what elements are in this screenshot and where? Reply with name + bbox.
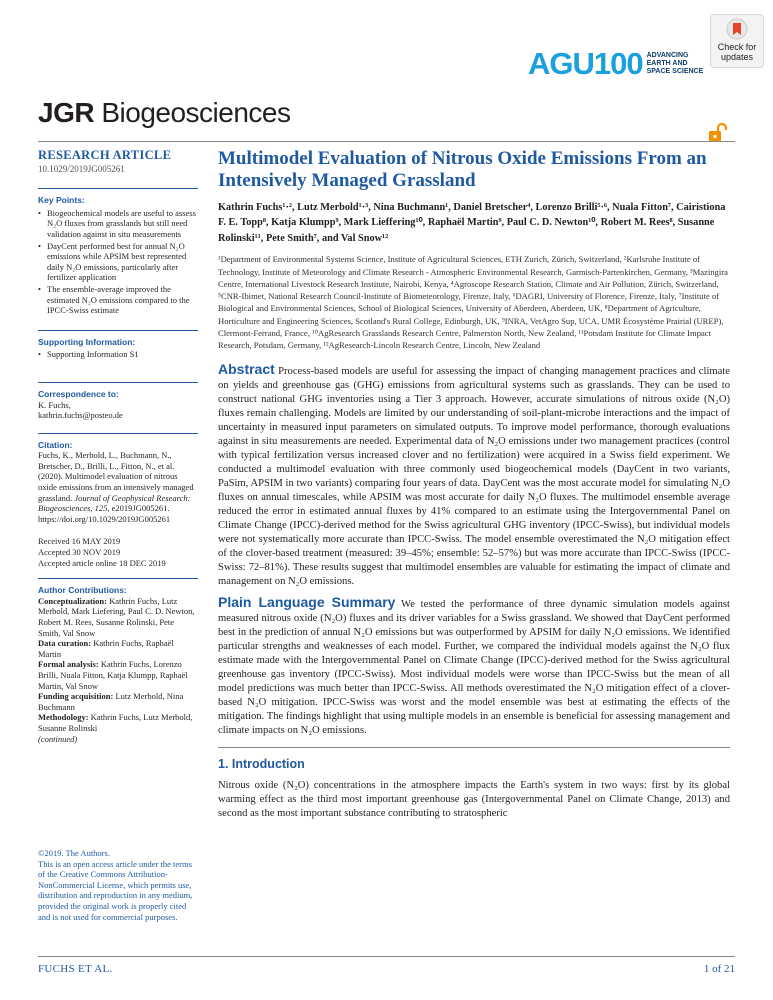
key-points-heading: Key Points: xyxy=(38,195,85,206)
abstract-text: Process-based models are useful for assessing the impact of changing management practices and climate on yields and greenhouse gas (GHG) emissions from agricultural systems such as grasslands. They can be used to construct national GHG inventories using a Tier 3 approach. However, accurate simulations of nitrous oxide (N₂O) fluxes remain challenging. Models are limited by our understanding of soil-plant-microbe interactions and the impact of uncertainty in measured input parameters on simulated outputs. To improve model performance, thorough evaluations against in situ measurements are needed. Experimental data of N₂O emissions under two management practices (control with typical fertilization versus increased clover and no fertilization) were acquired in a Swiss field experiment. We conducted a multimodel evaluation with three commonly used biogeochemical models (DayCent in two variants, PaSim, APSIM in two variants) comparing four years of data. DayCent was the most accurate model for simulating N₂O fluxes on annual timescales, while APSIM was most accurate for daily N₂O fluxes. The multimodel ensemble average reduced the error in estimated annual fluxes by 41% compared to an estimate using the Intergovernmental Panel on Climate Change (IPCC)-derived method for the Swiss agricultural GHG inventory (IPCC-Swiss), but individual models were not systematically more accurate than IPCC-Swiss. The model ensemble overestimated the N₂O mitigation effect of the clover-based treatment (measured: 39–45%; ensemble: 52–57%) but was more accurate than IPCC-Swiss (IPCC-Swiss: 72–81%). These results suggest that multimodel ensembles are valuable for estimating the impact of climate and management on N₂O emissions. xyxy=(218,365,730,587)
running-author: FUCHS ET AL. xyxy=(38,963,113,975)
contribution-item: Data curation: Kathrin Fuchs, Raphaël Martin xyxy=(38,638,174,659)
updates-label-2: updates xyxy=(720,52,754,62)
plain-language-summary-section xyxy=(218,595,730,738)
accepted-date: Accepted 30 NOV 2019 xyxy=(38,547,121,558)
abstract-heading: Abstract xyxy=(218,360,275,377)
key-point: • The ensemble-average improved the estimated N₂O emissions compared to the IPCC-Swiss estimate xyxy=(38,284,198,316)
dates-block xyxy=(38,536,198,568)
plain-language-summary-text: We tested the performance of three dynamic simulation models against measured nitrous oxide (N₂O) fluxes and its driver variables for a Swiss grassland. We showed that DayCent performed best in the prediction of annual N₂O emissions but was outperformed by APSIM for daily N₂O emissions. We identified particular strengths and weaknesses of each model. Further, we compared the individual models against the N₂O flux estimate made with the Intergovernmental Panel on Climate Change (IPCC)-derived method for the Swiss agricultural greenhouse gas inventory (IPCC-Swiss). Most individual models were worse than IPCC-Swiss but the mean of all model predictions was much better than IPCC-Swiss. All methods overestimated the N₂O mitigation effect of a clover-based N₂O mitigation. IPCC-Swiss was worst and the model ensemble was best at estimating the effects of the mitigation. The findings highlight that using multiple models in an ensemble is beneficial for assessing management and climate impacts on N₂O emissions. xyxy=(218,598,730,736)
accepted-online-date: Accepted article online 18 DEC 2019 xyxy=(38,557,166,568)
supporting-info-list xyxy=(38,349,198,360)
section-divider xyxy=(218,747,730,748)
sidebar-divider xyxy=(38,188,198,189)
copyright-notice xyxy=(38,848,198,922)
key-point: • DayCent performed best for annual N₂O emissions while APSIM best represented daily N₂O emissions, particularly after fertilizer application xyxy=(38,241,198,283)
agu-logo xyxy=(528,46,718,82)
received-date: Received 16 MAY 2019 xyxy=(38,536,121,547)
agu-mark: AGU100 xyxy=(528,46,643,81)
header-divider xyxy=(38,141,735,142)
contributions-heading: Author Contributions: xyxy=(38,585,127,596)
citation-journal: Journal of Geophysical Research: Biogeosciences, 125, xyxy=(38,492,191,514)
sidebar-divider xyxy=(38,578,198,579)
key-point: • Biogeochemical models are useful to assess N₂O fluxes from grasslands but still need validation against in situ measurements xyxy=(38,208,198,240)
abstract-section xyxy=(218,362,730,589)
article-main xyxy=(218,148,730,821)
contribution-item: Formal analysis: Kathrin Fuchs, Lorenzo Brilli, Nuala Fitton, Katja Klumpp, Raphaël Martin, Val Snow xyxy=(38,659,188,691)
author-list: Kathrin Fuchs¹·², Lutz Merbold¹·³, Nina Buchmann¹, Daniel Bretscher⁴, Lorenzo Brilli⁵·⁶, Nuala Fitton⁷, Cairistiona F. E. Topp⁸, Katja Klumpp⁹, Mark Lieffering¹⁰, Raphaël Martin⁹, Paul C. D. Newton¹⁰, Robert M. Rees⁸, Susanne Rolinski¹¹, Pete Smith⁷, and Val Snow¹² xyxy=(218,202,726,244)
correspondence-name: K. Fuchs, xyxy=(38,399,71,410)
page-number: 1 of 21 xyxy=(703,963,735,975)
journal-title: JGR Biogeosciences xyxy=(38,97,291,128)
footer-divider xyxy=(38,956,735,957)
paper-title: Multimodel Evaluation of Nitrous Oxide Emissions From an Intensively Managed Grassland xyxy=(218,148,707,191)
updates-label-1: Check for xyxy=(717,42,757,52)
article-type: RESEARCH ARTICLE xyxy=(38,148,172,162)
sidebar-divider xyxy=(38,330,198,331)
affiliations: ¹Department of Environmental Systems Science, Institute of Agricultural Sciences, ETH Zurich, Zürich, Switzerland, ²Karlsruhe Institute of Technology, Institute of Meteorology and Climate Research - Atmospheric Environmental Research, Garmisch-Partenkirchen, Germany, ³Mazingira Centre, International Livestock Research Institute, Nairobi, Kenya, ⁴Agroscope Research Station, Climate and Air Pollution, Zürich, Switzerland, ⁵CNR-Ibimet, National Research Council-Institute of Biometeorology, Firenze, Italy, ⁶DAGRI, University of Florence, Firenze, Italy, ⁷Institute of Biological and Environmental Sciences, School of Biological Sciences, University of Aberdeen, Aberdeen, UK, ⁸Department of Agriculture, Horticulture and Engineering Sciences, Scotland's Rural College, Edinburgh, UK, ⁹INRA, VetAgro Sup, UCA, UMR Écosystème Prairial (UREP), Clermont-Ferrand, France, ¹⁰AgResearch Grasslands Research Centre, Palmerston North, New Zealand, ¹¹Potsdam Institute for Climate Impact Research, Potsdam, Germany, ¹²AgResearch-Lincoln Research Centre, Lincoln, New Zealand xyxy=(218,254,728,351)
agu-tagline: ADVANCING EARTH AND SPACE SCIENCE xyxy=(646,52,704,75)
contribution-item: Funding acquisition: Lutz Merbold, Nina Buchmann xyxy=(38,691,184,712)
key-points-list xyxy=(38,208,198,316)
check-for-updates-button[interactable] xyxy=(710,14,764,68)
copyright-line: ©2019. The Authors. xyxy=(38,848,110,858)
article-sidebar xyxy=(38,150,198,744)
introduction-heading: 1. Introduction xyxy=(218,756,305,771)
correspondence-email[interactable]: kathrin.fuchs@posteo.de xyxy=(38,410,123,421)
citation-doi[interactable]: e2019JG005261. https://doi.org/10.1029/2019JG005261 xyxy=(38,503,171,524)
license-text: This is an open access article under the terms of the Creative Commons Attribution-NonCommercial License, which permits use, distribution and reproduction in any medium, provided the original work is properly cited and is not used for commercial purposes. xyxy=(38,858,193,922)
bookmark-icon xyxy=(726,18,748,40)
contribution-item: Methodology: Kathrin Fuchs, Lutz Merbold, Susanne Rolinski xyxy=(38,712,193,733)
continued-note: (continued) xyxy=(38,733,78,744)
correspondence-heading: Correspondence to: xyxy=(38,388,119,399)
sidebar-divider xyxy=(38,433,198,434)
plain-language-summary-heading: Plain Language Summary xyxy=(218,593,396,610)
contribution-item: Conceptualization: Kathrin Fuchs, Lutz Merbold, Mark Liefering, Paul C. D. Newton, Robert M. Rees, Susanne Rolinski, Pete Smith, Val Snow xyxy=(38,595,195,638)
sidebar-divider xyxy=(38,382,198,383)
citation-text: Fuchs, K., Merbold, L., Buchmann, N., Bretscher, D., Brilli, L., Fitton, N., et al. (2020). Multimodel evaluation of nitrous oxide emissions from an intensively managed grassland. Journal of Geophysical Research: Biogeosciences, 125, e2019JG005261. https://doi.org/10.1029/2019JG005261 xyxy=(38,450,194,524)
supporting-info-heading: Supporting Information: xyxy=(38,336,136,347)
introduction-text: Nitrous oxide (N₂O) concentrations in the atmosphere impacts the Earth's system in two ways: first by its global warming effect as the third most important greenhouse gas (Intergovernmental Panel on Climate Change, 2013) and second as the most important substance contributing to stratospheric xyxy=(218,779,730,819)
article-doi[interactable]: 10.1029/2019JG005261 xyxy=(38,163,125,174)
citation-heading: Citation: xyxy=(38,439,73,450)
supporting-info-link[interactable]: • Supporting Information S1 xyxy=(38,349,198,360)
